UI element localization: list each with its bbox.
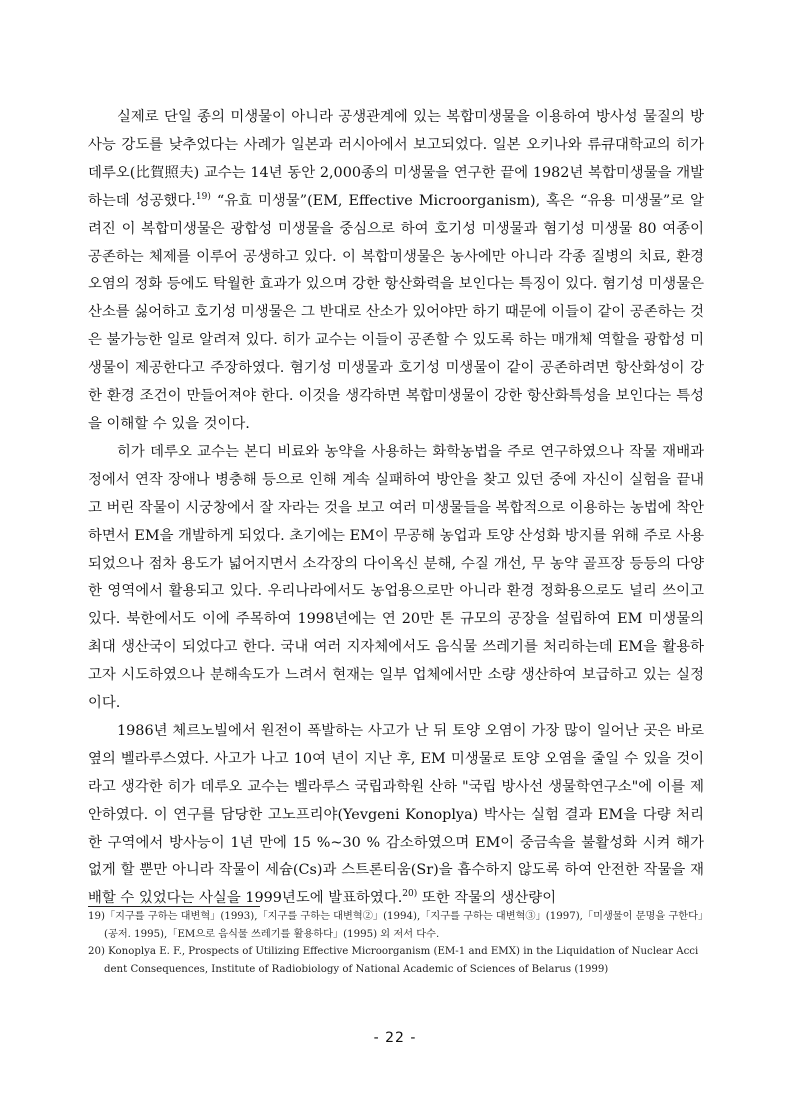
footnote-19: 19)「지구를 구하는 대변혁」(1993),「지구를 구하는 대변혁②」(1994),「지구를 구하는 대변혁③」(1997),「미생물이 문명을 구한다」(공저. 1995),「EM으로 음식물 쓰레기를 활용하다」(1995) 외 저서 다수.: [88, 911, 704, 940]
paragraph-3-continuation: 또한 작물의 생산량이: [417, 890, 557, 907]
paragraph-1-continuation: “유효 미생물”(EM, Effective Microorganism), 혹은 “유용 미생물”로 알려진 이 복합미생물은 광합성 미생물을 중심으로 하여 호기성 미생물과 혐기성 미생물 80 여종이 공존하는 체제를 이루어 공생하고 있다. 이 복합미생물은 농사에만 아니라 각종 질병의 치료, 환경 오염의 정화 등에도 탁월한 효과가 있으며 강한 항산화력을 보인다는 특징이 있다. 혐기성 미생물은 산소를 싫어하고 호기성 미생물은 그 반대로 산소가 있어야만 하기 때문에 이들이 같이 공존하는 것은 불가능한 일로 알려져 있다. 히가 교수는 이들이 공존할 수 있도록 하는 매개체 역할을 광합성 미생물이 제공한다고 주장하였다. 혐기성 미생물과 호기성 미생물이 같이 공존하려면 항산화성이 강한 환경 조건이 만들어져야 한다. 이것을 생각하면 복합미생물이 강한 항산화특성을 보인다는 특성을 이해할 수 있을 것이다.: [88, 192, 704, 432]
footnote-20: 20) Konoplya E. F., Prospects of Utilizing Effective Microorganism (EM-1 and EMX) in the Liquidation of Nuclear Accident Consequences, Institute of Radiobiology of National Academic of Sciences of Belarus (1999): [88, 946, 699, 975]
body-text: [88, 104, 704, 913]
paragraph-2-text: 히가 데루오 교수는 본디 비료와 농약을 사용하는 화학농법을 주로 연구하였으나 작물 재배과정에서 연작 장애나 병충해 등으로 인해 계속 실패하여 방안을 찾고 있던 중에 자신이 실험을 끝내고 버린 작물이 시궁창에서 잘 자라는 것을 보고 여러 미생물들을 복합적으로 이용하는 농법에 착안하면서 EM을 개발하게 되었다. 초기에는 EM이 무공해 농업과 토양 산성화 방지를 위해 주로 사용되었으나 점차 용도가 넓어지면서 소각장의 다이옥신 분해, 수질 개선, 무 농약 골프장 등등의 다양한 영역에서 활용되고 있다. 우리나라에서도 농업용으로만 아니라 환경 정화용으로도 널리 쓰이고 있다. 북한에서도 이에 주목하여 1998년에는 연 20만 톤 규모의 공장을 설립하여 EM 미생물의 최대 생산국이 되었다고 한다. 국내 여러 지자체에서도 음식물 쓰레기를 처리하는데 EM을 활용하고자 시도하였으나 분해속도가 느려서 현재는 일부 업체에서만 소량 생산하여 보급하고 있는 실정이다.: [88, 443, 704, 712]
footnotes: [88, 908, 704, 978]
footnote-ref-19[interactable]: 19): [195, 191, 211, 202]
footnote-ref-20[interactable]: 20): [402, 889, 418, 900]
footnote-divider: [88, 906, 260, 907]
page-number: - 22 -: [373, 1030, 417, 1046]
paragraph-3-text: 1986년 체르노빌에서 원전이 폭발하는 사고가 난 뒤 토양 오염이 가장 많이 일어난 곳은 바로 옆의 벨라루스였다. 사고가 나고 10여 년이 지난 후, EM 미생물로 토양 오염을 줄일 수 있을 것이라고 생각한 히가 데루오 교수는 벨라루스 국립과학원 산하 "국립 방사선 생물학연구소"에 이를 제안하였다. 이 연구를 담당한 고노프리야(Yevgeni Konoplya) 박사는 실험 결과 EM을 다량 처리한 구역에서 방사능이 1년 만에 15 %~30 % 감소하였으며 EM이 중금속을 불활성화 시켜 해가 없게 할 뿐만 아니라 작물이 세슘(Cs)과 스트론티움(Sr)을 흡수하지 않도록 하여 안전한 작물을 재배할 수 있었다는 사실을 1999년도에 발표하였다.: [88, 722, 704, 907]
paragraph-1: [88, 104, 704, 439]
paragraph-1-text: 실제로 단일 종의 미생물이 아니라 공생관계에 있는 복합미생물을 이용하여 방사성 물질의 방사능 강도를 낮추었다는 사례가 일본과 러시아에서 보고되었다. 일본 오키나와 류큐대학교의 히가 데루오(比賀照夫) 교수는 14년 동안 2,000종의 미생물을 연구한 끝에 1982년 복합미생물을 개발하는데 성공했다.: [88, 109, 704, 209]
paragraph-3: [88, 718, 704, 913]
paragraph-2: [88, 439, 704, 718]
